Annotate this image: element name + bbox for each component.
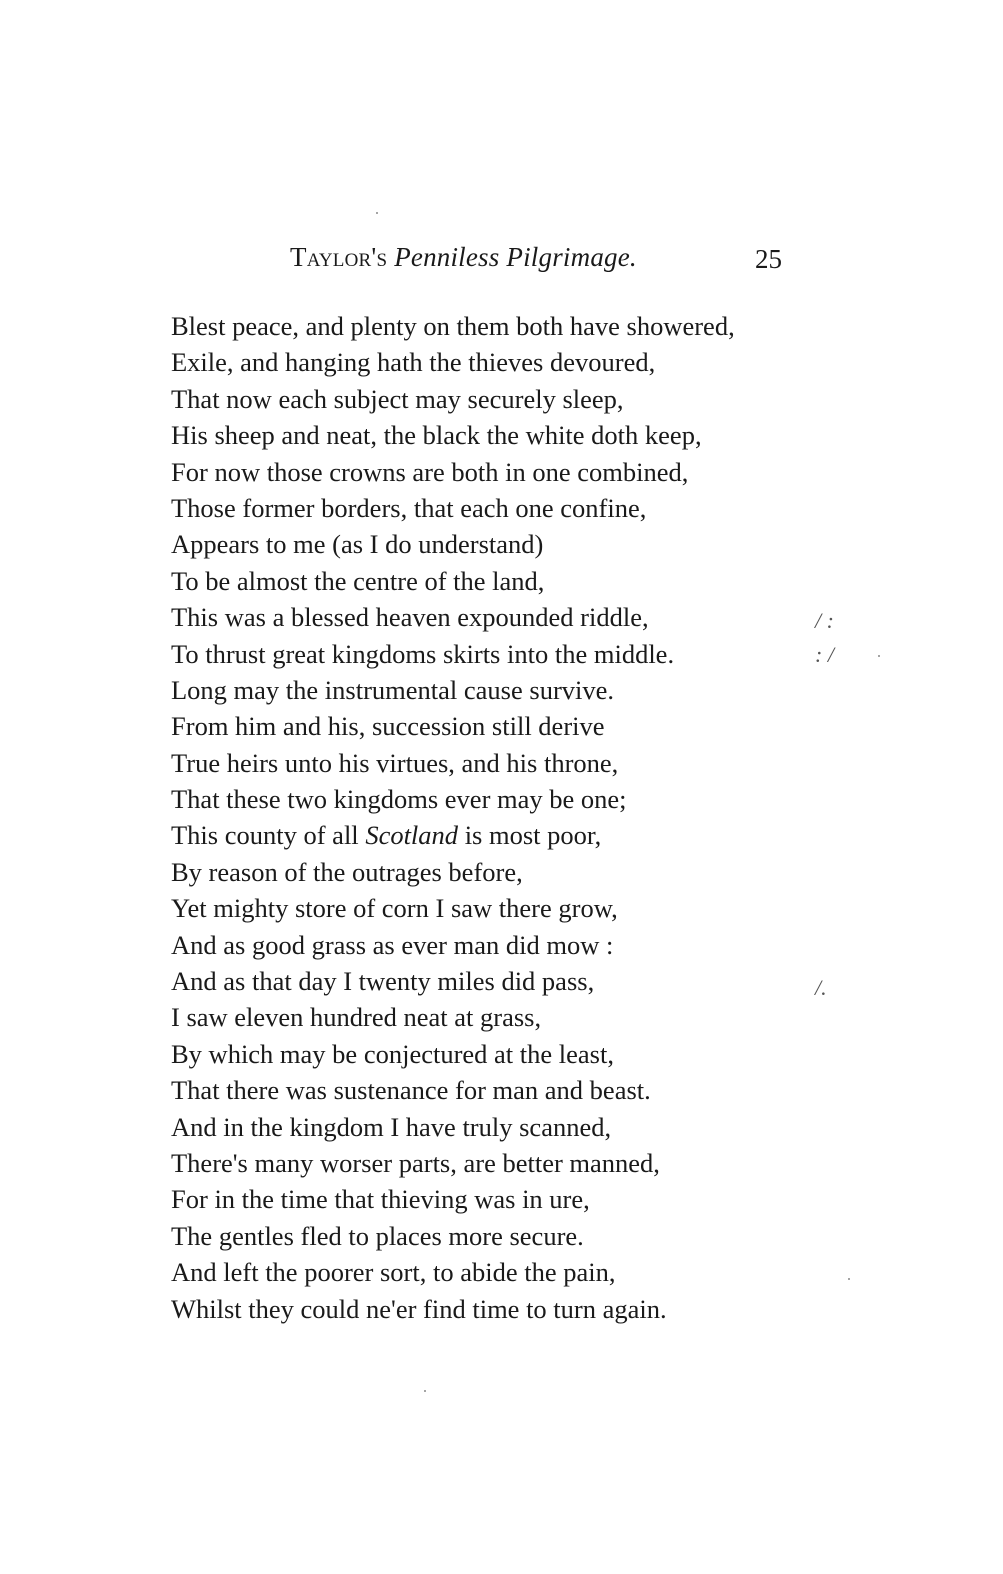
poem-line: The gentles fled to places more secure. [171,1220,584,1251]
poem-line [171,817,871,853]
poem-line: And in the kingdom I have truly scanned, [171,1111,612,1142]
poem-line: There's many worser parts, are better manned, [171,1147,660,1178]
poem-line: And as good grass as ever man did mow : [171,929,614,960]
margin-mark: /. [815,975,827,1000]
poem-line: Appears to me (as I do understand) [171,529,544,560]
poem-line-before: This county of all [171,820,366,851]
poem-line-after: is most poor, [458,820,602,851]
poem-line: Whilst they could ne'er find time to turn again. [171,1293,667,1324]
poem-line: That there was sustenance for man and beast. [171,1075,651,1106]
poem-line: That these two kingdoms ever may be one; [171,784,627,815]
poem-line: From him and his, succession still derive [171,711,605,742]
poem-line: Long may the instrumental cause survive. [171,674,615,705]
poem-line: By which may be conjectured at the least, [171,1038,614,1069]
poem-line: Exile, and hanging hath the thieves devoured, [171,347,656,378]
running-head [290,242,637,273]
poem-line: That now each subject may securely sleep, [171,383,624,414]
poem-body [171,308,871,1327]
poem-line: I saw eleven hundred neat at grass, [171,1002,542,1033]
running-head-author: Taylor's [290,242,388,272]
poem-line: This was a blessed heaven expounded riddle, [171,602,649,633]
scan-speck [376,212,378,214]
poem-line: Blest peace, and plenty on them both have showered, [171,311,735,341]
page-number: 25 [755,244,782,274]
poem-line: Those former borders, that each one confine, [171,492,647,523]
poem-line: For now those crowns are both in one combined, [171,456,689,487]
scan-speck [424,1390,426,1392]
poem-line: To be almost the centre of the land, [171,565,545,596]
poem-line: True heirs unto his virtues, and his throne, [171,747,619,778]
poem-line: For in the time that thieving was in ure, [171,1184,590,1215]
scan-speck [878,655,880,657]
poem-line: By reason of the outrages before, [171,856,523,887]
scan-speck [848,1278,850,1280]
margin-mark: : / [815,642,834,667]
poem-line: His sheep and neat, the black the white doth keep, [171,420,702,451]
poem-line: And as that day I twenty miles did pass, [171,966,595,997]
poem-line: To thrust great kingdoms skirts into the middle. [171,638,675,669]
poem-line: And left the poorer sort, to abide the pain, [171,1257,616,1288]
running-head-title: Penniless Pilgrimage. [394,242,637,272]
poem-line: Yet mighty store of corn I saw there grow, [171,893,618,924]
poem-line-italic: Scotland [365,820,459,851]
margin-mark: / : [815,608,834,633]
